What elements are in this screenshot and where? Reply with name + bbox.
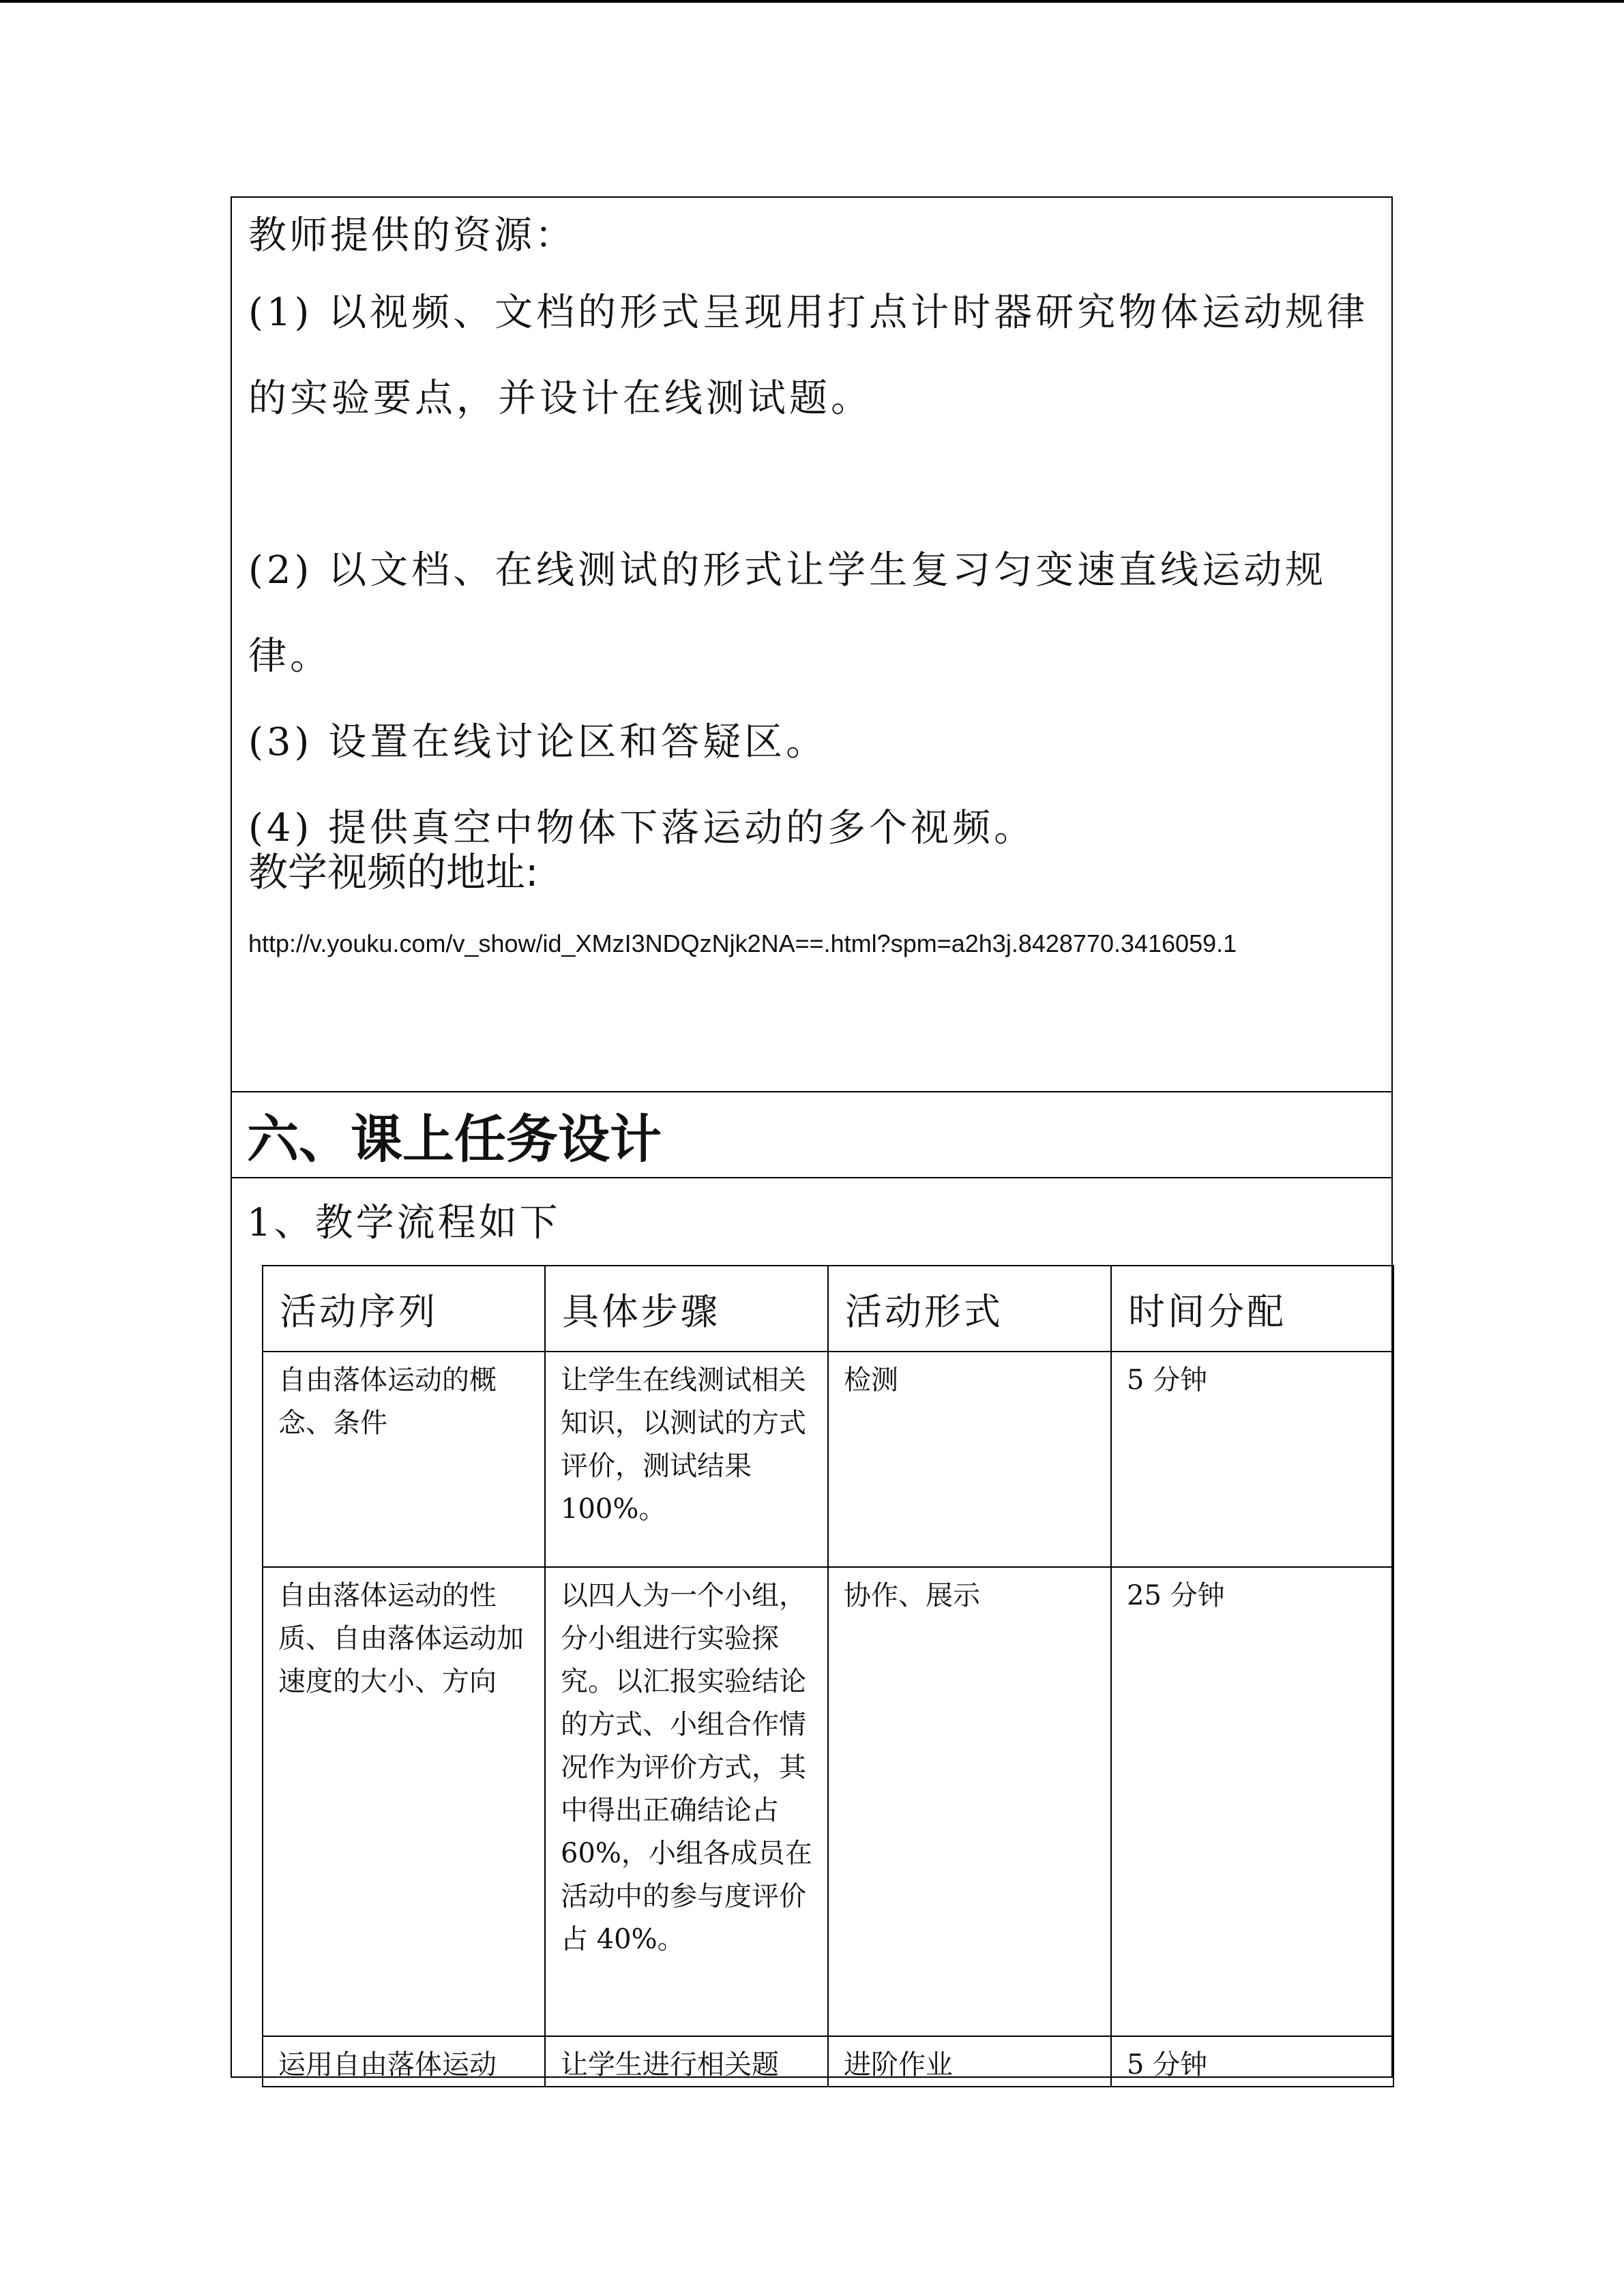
table-header-row [263, 1266, 1393, 1352]
cell-text: 运用自由落体运动 [278, 2049, 497, 2081]
cell-text: 5 分钟 [1127, 2049, 1208, 2081]
flow-subtitle: 1、教学流程如下 [247, 1201, 561, 1245]
section-divider-bottom [232, 1177, 1391, 1178]
cell-steps [545, 2036, 828, 2087]
cell-time [1111, 1352, 1393, 1567]
cell-time [1111, 1567, 1393, 2036]
resource-item-3: (3) 设置在线讨论区和答疑区。 [248, 720, 828, 764]
cell-text: 协作、展示 [844, 1580, 980, 1611]
cell-steps [545, 1567, 828, 2036]
section-title: 六、课上任务设计 [247, 1109, 662, 1169]
cell-text: 让学生在线测试相关知识，以测试的方式评价，测试结果 100%。 [561, 1365, 806, 1525]
cell-form [828, 2036, 1111, 2087]
resources-title: 教师提供的资源： [248, 213, 576, 258]
resource-item-4: (4) 提供真空中物体下落运动的多个视频。 [248, 806, 1036, 850]
table-row [263, 2036, 1393, 2087]
cell-sequence [263, 2036, 545, 2087]
cell-text: 以四人为一个小组，分小组进行实验探究。以汇报实验结论的方式、小组合作情况作为评价方式，其中得出正确结论占 60%，小组各成员在活动中的参与度评价占 40%。 [561, 1580, 812, 1955]
cell-sequence [263, 1352, 545, 1567]
cell-text: 25 分钟 [1127, 1580, 1225, 1611]
table-row [263, 1567, 1393, 2036]
cell-time [1111, 2036, 1393, 2087]
header-sequence: 活动序列 [263, 1266, 545, 1352]
header-time: 时间分配 [1111, 1266, 1393, 1352]
lesson-plan-frame [231, 196, 1393, 2081]
video-url-link[interactable]: http://v.youku.com/v_show/id_XMzI3NDQzNjk2NA==.html?spm=a2h3j.8428770.3416059.1 [248, 929, 1237, 957]
cell-text: 让学生进行相关题 [561, 2049, 779, 2081]
header-steps: 具体步骤 [545, 1266, 828, 1352]
teaching-flow-table [262, 1265, 1394, 2087]
cell-form [828, 1567, 1111, 2036]
cell-text: 自由落体运动的性质、自由落体运动加速度的大小、方向 [278, 1580, 524, 1697]
table-row [263, 1352, 1393, 1567]
resource-item-2: (2) 以文档、在线测试的形式让学生复习匀变速直线运动规律。 [248, 548, 1327, 679]
section-divider-top [232, 1091, 1391, 1092]
cell-form [828, 1352, 1111, 1567]
resource-item-1: (1) 以视频、文档的形式呈现用打点计时器研究物体运动规律的实验要点，并设计在线测试题。 [248, 290, 1369, 421]
cell-text: 进阶作业 [844, 2049, 953, 2081]
cell-text: 5 分钟 [1127, 1365, 1208, 1396]
cell-sequence [263, 1567, 545, 2036]
cell-text: 自由落体运动的概念、条件 [278, 1365, 497, 1439]
cell-steps [545, 1352, 828, 1567]
page-top-rule [0, 0, 1624, 3]
cell-text: 检测 [844, 1365, 898, 1396]
video-address-label: 教学视频的地址: [248, 849, 539, 895]
header-form: 活动形式 [828, 1266, 1111, 1352]
